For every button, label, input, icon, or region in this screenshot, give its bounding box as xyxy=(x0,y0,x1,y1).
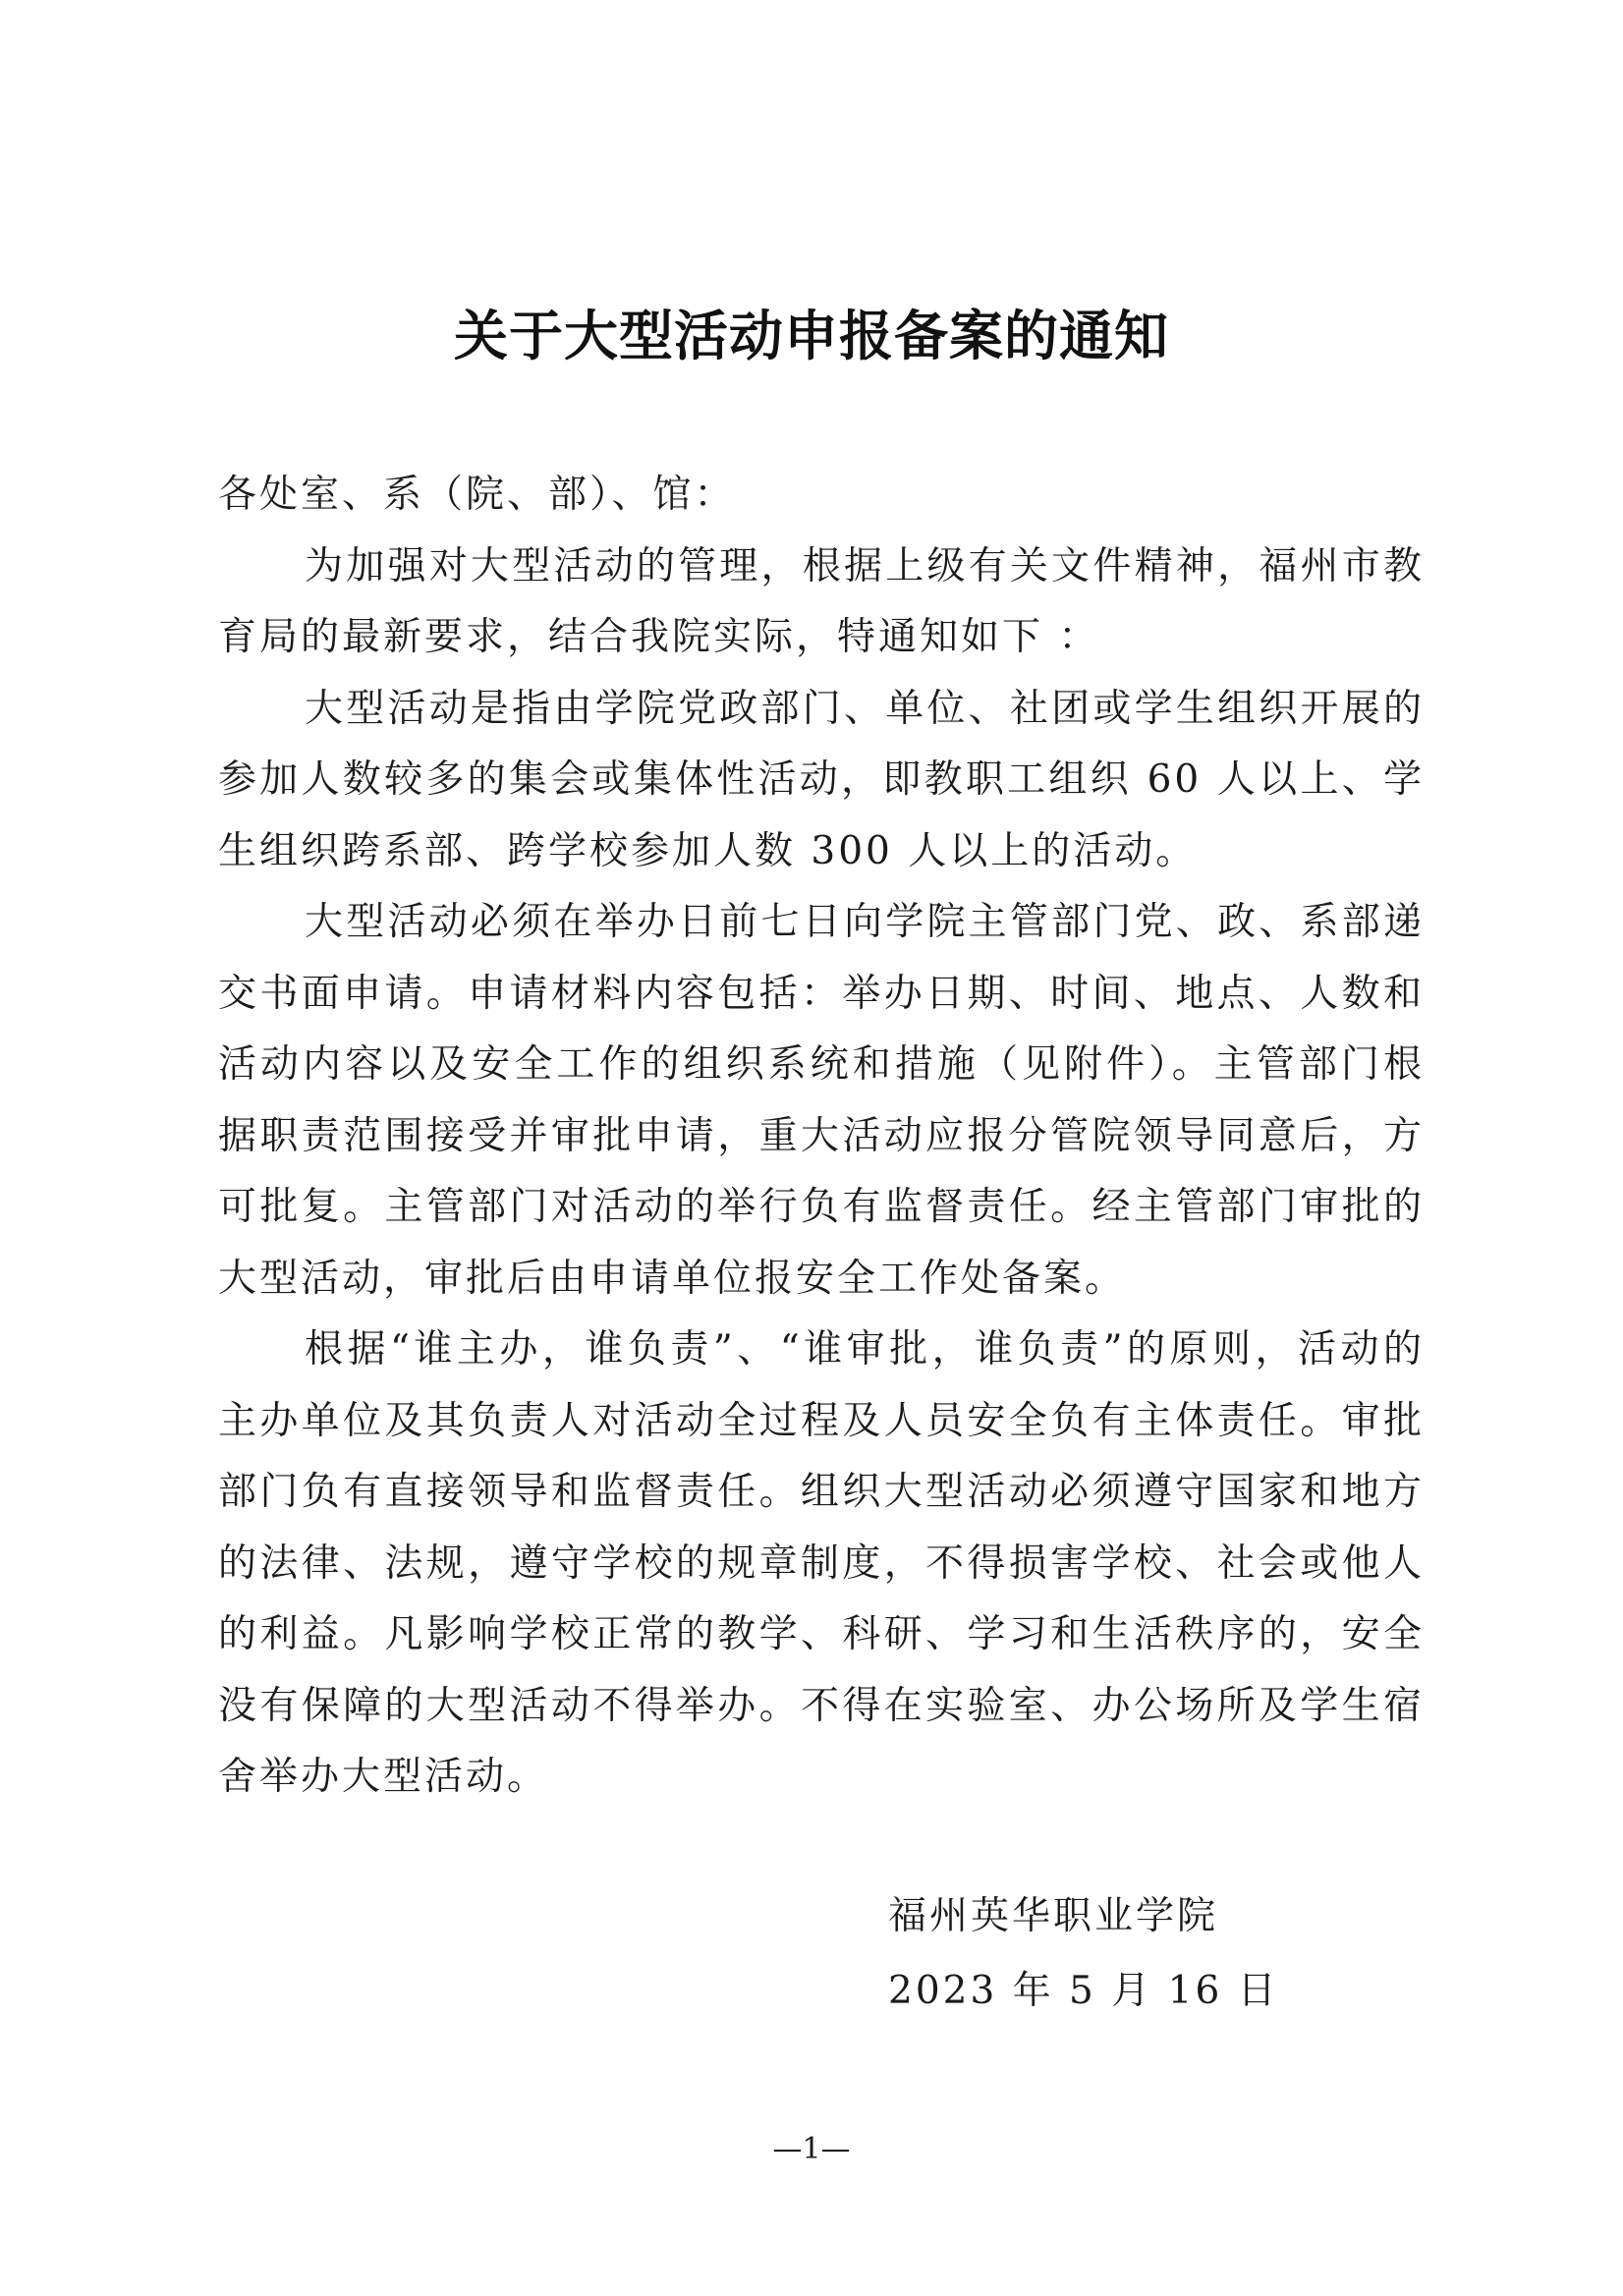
signature-date: 2023 年 5 月 16 日 xyxy=(888,1969,1279,2013)
paragraph-application: 大型活动必须在举办日前七日向学院主管部门党、政、系部递交书面申请。申请材料内容包括：举办日期、时间、地点、人数和活动内容以及安全工作的组织系统和措施（见附件）。主管部门根据职责范围接受并审批申请，重大活动应报分管院领导同意后，方可批复。主管部门对活动的举行负有监督责任。经主管部门审批的大型活动，审批后由申请单位报安全工作处备案。 xyxy=(218,900,1425,1301)
paragraph-intro: 为加强对大型活动的管理，根据上级有关文件精神，福州市教育局的最新要求，结合我院实际，特通知如下 ： xyxy=(218,543,1425,659)
signature-block xyxy=(888,1879,1279,2029)
document-title: 关于大型活动申报备案的通知 xyxy=(453,305,1169,367)
salutation: 各处室、系（院、部）、馆： xyxy=(218,473,736,517)
page-number: —1— xyxy=(772,2132,851,2166)
document-body xyxy=(218,460,1425,1814)
paragraph-responsibility: 根据“谁主办，谁负责”、“谁审批，谁负责”的原则，活动的主办单位及其负责人对活动全过程及人员安全负有主体责任。审批部门负有直接领导和监督责任。组织大型活动必须遵守国家和地方的法律、法规，遵守学校的规章制度，不得损害学校、社会或他人的利益。凡影响学校正常的教学、科研、学习和生活秩序的，安全没有保障的大型活动不得举办。不得在实验室、办公场所及学生宿舍举办大型活动。 xyxy=(218,1327,1425,1799)
paragraph-definition: 大型活动是指由学院党政部门、单位、社团或学生组织开展的参加人数较多的集会或集体性活动，即教职工组织 60 人以上、学生组织跨系部、跨学校参加人数 300 人以上的活动。 xyxy=(218,686,1425,873)
signature-organization: 福州英华职业学院 xyxy=(888,1894,1219,1938)
